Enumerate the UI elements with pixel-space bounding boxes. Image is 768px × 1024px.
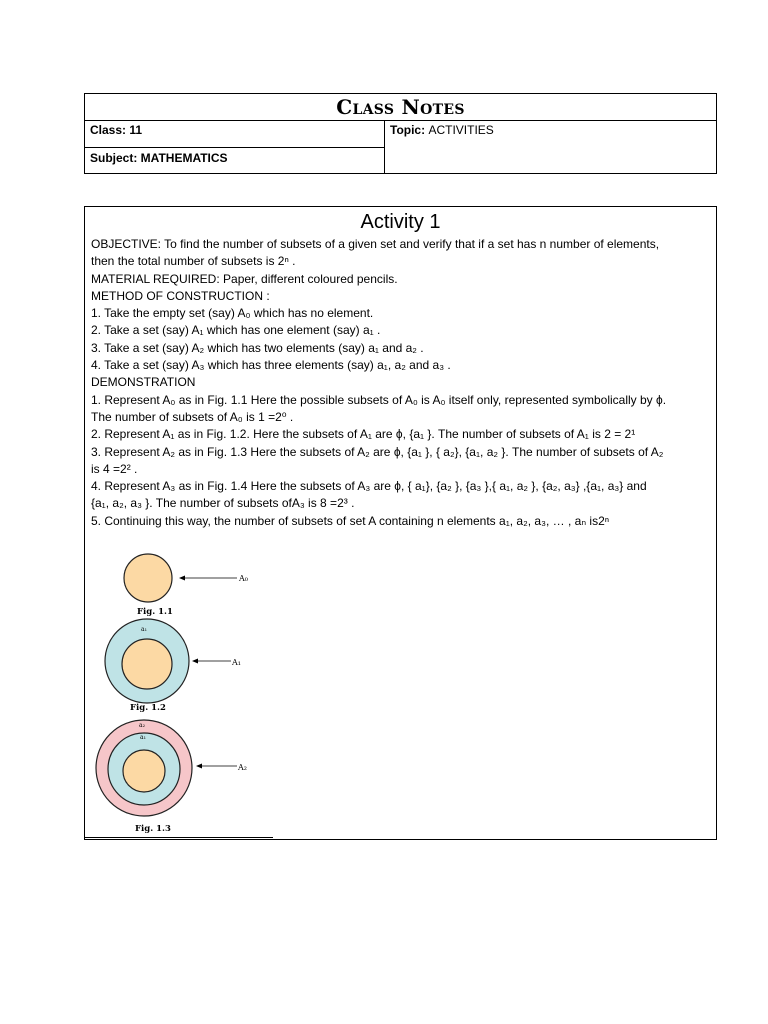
class-label: Class: 11 [90, 123, 143, 137]
text-line: 4. Take a set (say) A₃ which has three elements (say) a₁, a₂ and a₃ . [91, 358, 451, 373]
text-line: MATERIAL REQUIRED: Paper, different coloured pencils. [91, 271, 398, 286]
set-a1-inner-circle [122, 639, 172, 689]
class-cell [85, 121, 385, 148]
text-line: 2. Take a set (say) A₁ which has one element (say) a₁ . [91, 323, 381, 338]
title-row [85, 94, 716, 121]
text-line: then the total number of subsets is 2ⁿ . [91, 254, 296, 269]
subject-label: Subject: MATHEMATICS [90, 151, 228, 165]
figure-1-1 [124, 554, 248, 617]
text-line: 5. Continuing this way, the number of subsets of set A containing n elements a₁, a₂, a₃, … , aₙ is2ⁿ [91, 513, 610, 528]
text-line: METHOD OF CONSTRUCTION : [91, 288, 270, 303]
subset-figures [85, 547, 335, 839]
fig1-caption: Fig. 1.1 [137, 607, 173, 617]
subject-cell [85, 148, 385, 174]
arrow-head [196, 764, 202, 769]
topic-label: Topic: [390, 123, 426, 137]
arrow-head [179, 576, 185, 581]
figure-1-3 [96, 720, 247, 834]
header-table [84, 93, 717, 174]
fig2-caption: Fig. 1.2 [130, 703, 166, 713]
text-line: 1. Take the empty set (say) A₀ which has no element. [91, 306, 374, 321]
topic-cell [385, 121, 716, 174]
set-a2-inner-circle [123, 750, 165, 792]
fig2-set-label: A₁ [232, 658, 241, 667]
text-line: 3. Represent A₂ as in Fig. 1.3 Here the subsets of A₂ are ϕ, {a₁ }, { a₂}, {a₁, a₂ }. The number of subsets of A₂ [91, 444, 664, 459]
figure-1-2 [105, 619, 241, 713]
figure-bottom-rule [85, 837, 273, 838]
text-line: The number of subsets of A₀ is 1 =2⁰ . [91, 409, 294, 424]
activity-title: Activity 1 [360, 211, 441, 233]
arrow-head [192, 659, 198, 664]
figures-area [85, 547, 335, 839]
text-line: DEMONSTRATION [91, 375, 196, 390]
text-line: is 4 =2² . [91, 461, 138, 476]
text-line: {a₁, a₂, a₃ }. The number of subsets ofA₃ is 8 =2³ . [91, 496, 355, 511]
empty-set-circle [124, 554, 172, 602]
text-line: 3. Take a set (say) A₂ which has two elements (say) a₁ and a₂ . [91, 340, 424, 355]
fig1-set-label: A₀ [239, 574, 248, 583]
text-line: 2. Represent A₁ as in Fig. 1.2. Here the subsets of A₁ are ϕ, {a₁ }. The number of subsets of A₁ is 2 = 2¹ [91, 427, 636, 442]
fig2-element-a1: a₁ [141, 626, 147, 633]
fig3-set-label: A₂ [238, 763, 247, 772]
topic-value: ACTIVITIES [428, 123, 494, 137]
text-line: OBJECTIVE: To find the number of subsets of a given set and verify that if a set has n number of elements, [91, 237, 660, 251]
page-title: Class Notes [336, 95, 465, 119]
fig3-element-a1: a₁ [140, 734, 146, 741]
fig3-caption: Fig. 1.3 [135, 824, 171, 834]
activity-box [84, 206, 717, 840]
text-line: 4. Represent A₃ as in Fig. 1.4 Here the subsets of A₃ are ϕ, { a₁}, {a₂ }, {a₃ },{ a₁, a₂ }, {a₂, a₃} ,{a₁, a₃} and [91, 479, 647, 494]
fig3-element-a2: a₂ [139, 722, 145, 729]
text-line: 1. Represent A₀ as in Fig. 1.1 Here the possible subsets of A₀ is A₀ itself only, represented symbolically by ϕ. [91, 392, 667, 407]
activity-text [91, 236, 711, 530]
